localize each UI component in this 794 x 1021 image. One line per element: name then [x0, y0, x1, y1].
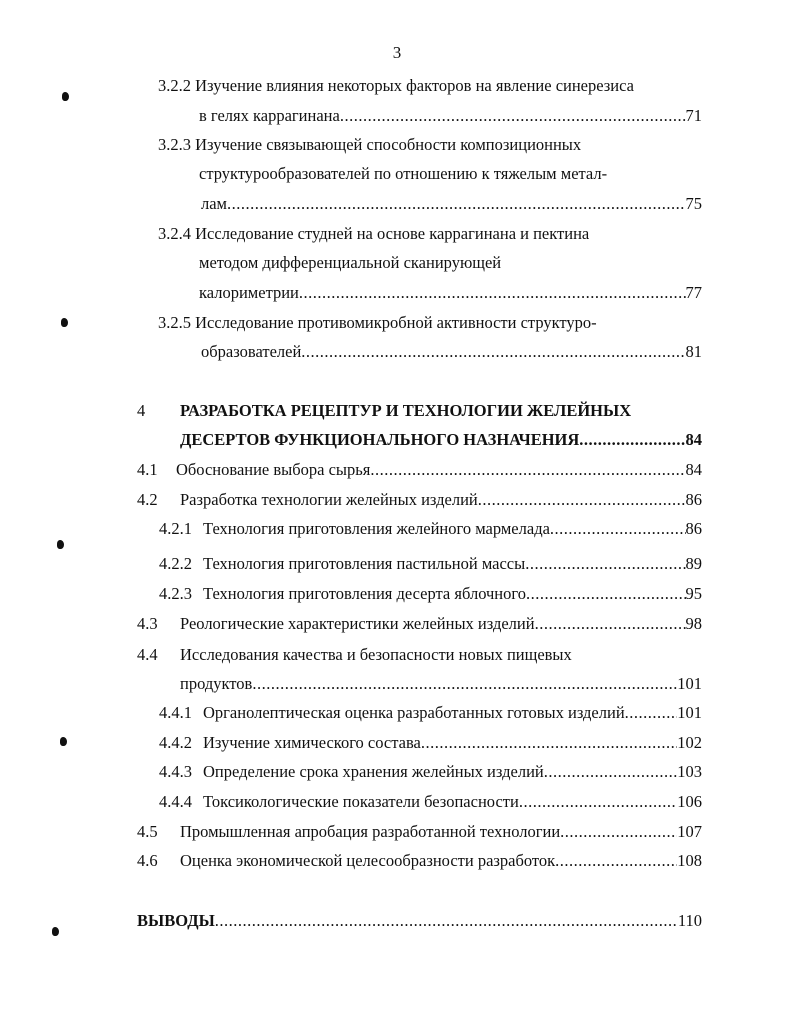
toc-section-number: 4.4.2 [159, 733, 192, 752]
toc-entry-4-4-line2[interactable] [180, 674, 702, 694]
toc-page-number: 106 [677, 792, 702, 811]
toc-section-number: 4.4.1 [159, 703, 192, 722]
leader-dots [525, 554, 685, 574]
binding-mark [57, 540, 64, 549]
leader-dots [625, 703, 678, 723]
toc-section-number: 4.2 [137, 490, 158, 509]
toc-entry-3-2-2-line2[interactable] [199, 106, 702, 126]
toc-section-number: 4.4.4 [159, 792, 192, 811]
toc-section-number: 4.2.3 [159, 584, 192, 603]
toc-section-number: 4.6 [137, 851, 158, 870]
toc-entry-4-4-4[interactable] [203, 792, 702, 812]
toc-entry-text: ВЫВОДЫ [137, 911, 215, 930]
toc-entry-4-3[interactable] [180, 614, 702, 634]
toc-entry-3-2-2-line1: 3.2.2 Изучение влияния некоторых факторов на явление синерезиса [158, 76, 634, 95]
toc-entry-3-2-3-line1: 3.2.3 Изучение связывающей способности композиционных [158, 135, 582, 154]
chapter-title-line1: РАЗРАБОТКА РЕЦЕПТУР И ТЕХНОЛОГИИ ЖЕЛЕЙНЫХ [180, 401, 632, 420]
toc-entry-3-2-4-line2: методом дифференциальной сканирующей [199, 253, 502, 272]
toc-entry-text: Реологические характеристики желейных изделий [180, 614, 535, 633]
leader-dots [550, 519, 686, 539]
toc-entry-3-2-5-line2[interactable] [201, 342, 702, 362]
leader-dots [535, 614, 686, 634]
toc-page-number: 71 [685, 106, 702, 125]
binding-mark [61, 318, 68, 327]
toc-entry-4-2-1[interactable] [203, 519, 702, 539]
toc-page-number: 89 [685, 554, 702, 573]
leader-dots [215, 911, 678, 931]
toc-section-number: 4.4 [137, 645, 158, 664]
toc-entry-text: Разработка технологии желейных изделий [180, 490, 478, 509]
toc-entry-text: продуктов [180, 674, 253, 693]
toc-page-number: 86 [685, 490, 702, 509]
binding-mark [60, 737, 67, 746]
leader-dots [299, 283, 686, 303]
toc-section-number: 4.1 [137, 460, 158, 479]
toc-entry-4-4-2[interactable] [203, 733, 702, 753]
toc-page-number: 86 [685, 519, 702, 538]
page-number: 3 [392, 43, 402, 62]
leader-dots [227, 194, 686, 214]
toc-page-number: 108 [677, 851, 702, 870]
toc-page-number: 95 [685, 584, 702, 603]
leader-dots [544, 762, 678, 782]
toc-page-number: 98 [685, 614, 702, 633]
toc-entry-text: Определение срока хранения желейных изделий [203, 762, 544, 781]
toc-entry-conclusions[interactable] [137, 911, 702, 931]
leader-dots [370, 460, 685, 480]
toc-entry-4-2-3[interactable] [203, 584, 702, 604]
toc-entry-4-4-1[interactable] [203, 703, 702, 723]
toc-page-number: 75 [685, 194, 702, 213]
toc-entry-4-4-line1: Исследования качества и безопасности новых пищевых [180, 645, 572, 664]
toc-entry-3-2-3-line3[interactable] [201, 194, 702, 214]
toc-section-number: 4.2.1 [159, 519, 192, 538]
toc-entry-text: Токсикологические показатели безопасности [203, 792, 519, 811]
toc-entry-3-2-3-line2: структурообразователей по отношению к тяжелым метал- [199, 164, 608, 183]
leader-dots [555, 851, 677, 871]
toc-page-number: 84 [685, 430, 702, 449]
toc-page-number: 107 [677, 822, 702, 841]
toc-entry-3-2-5-line1: 3.2.5 Исследование противомикробной активности структуро- [158, 313, 597, 332]
toc-page-number: 101 [677, 703, 702, 722]
toc-entry-3-2-4-line1: 3.2.4 Исследование студней на основе каррагинана и пектина [158, 224, 590, 243]
leader-dots [478, 490, 686, 510]
toc-entry-text: Изучение химического состава [203, 733, 421, 752]
toc-entry-4-4-3[interactable] [203, 762, 702, 782]
toc-entry-text: Технология приготовления пастильной массы [203, 554, 526, 573]
toc-entry-4-6[interactable] [180, 851, 702, 871]
leader-dots [252, 674, 677, 694]
binding-mark [62, 92, 69, 101]
toc-entry-text: Органолептическая оценка разработанных готовых изделий [203, 703, 625, 722]
toc-page-number: 101 [677, 674, 702, 693]
toc-section-number: 4.5 [137, 822, 158, 841]
toc-page-number: 81 [685, 342, 702, 361]
toc-page-number: 110 [677, 911, 702, 930]
binding-mark [52, 927, 59, 936]
toc-entry-text: Обоснование выбора сырья [176, 460, 371, 479]
toc-page-number: 77 [685, 283, 702, 302]
toc-section-number: 4.3 [137, 614, 158, 633]
toc-entry-text: Оценка экономической целесообразности разработок [180, 851, 556, 870]
toc-entry-3-2-4-line3[interactable] [199, 283, 702, 303]
leader-dots [519, 792, 677, 812]
toc-entry-text: Технология приготовления желейного мармелада [203, 519, 550, 538]
toc-entry-4-5[interactable] [180, 822, 702, 842]
toc-entry-text: образователей [201, 342, 302, 361]
toc-entry-text: Промышленная апробация разработанной технологии [180, 822, 561, 841]
toc-page-number: 102 [677, 733, 702, 752]
leader-dots [340, 106, 686, 126]
toc-entry-text: калориметрии [199, 283, 299, 302]
toc-section-number: 4.4.3 [159, 762, 192, 781]
toc-entry-4-2-2[interactable] [203, 554, 702, 574]
toc-entry-4-2[interactable] [180, 490, 702, 510]
leader-dots [526, 584, 686, 604]
toc-entry-text: Технология приготовления десерта яблочного [203, 584, 526, 603]
leader-dots [301, 342, 685, 362]
toc-entry-text: лам [201, 194, 227, 213]
toc-page-number: 103 [677, 762, 702, 781]
toc-entry-text: ДЕСЕРТОВ ФУНКЦИОНАЛЬНОГО НАЗНАЧЕНИЯ [180, 430, 580, 449]
leader-dots [579, 430, 685, 450]
toc-entry-text: в гелях каррагинана [199, 106, 340, 125]
leader-dots [421, 733, 677, 753]
leader-dots [560, 822, 677, 842]
toc-page-number: 84 [685, 460, 702, 479]
chapter-number: 4 [137, 401, 146, 420]
toc-entry-4-1[interactable] [176, 460, 702, 480]
chapter-title-line2[interactable] [180, 430, 702, 450]
toc-section-number: 4.2.2 [159, 554, 192, 573]
